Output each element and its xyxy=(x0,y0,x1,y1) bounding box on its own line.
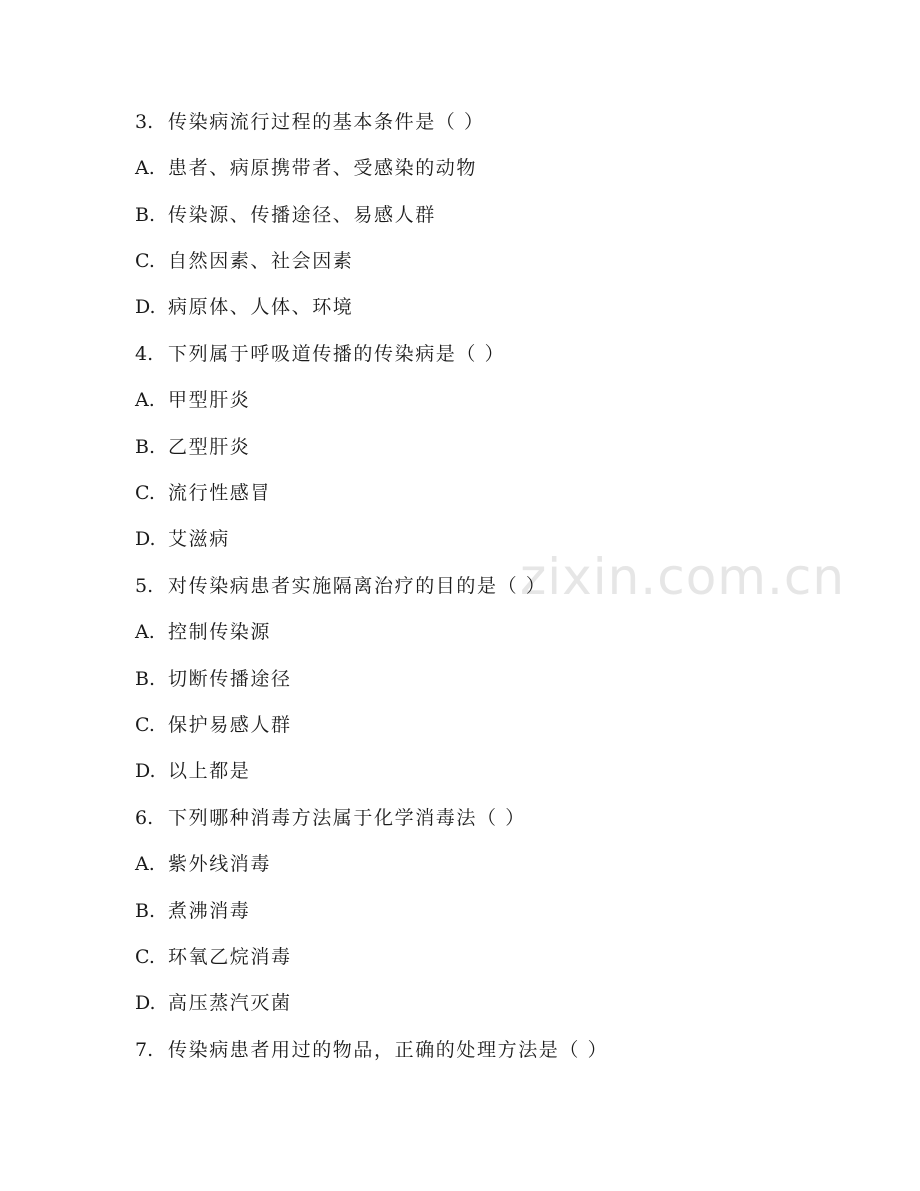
option-letter: D. xyxy=(135,296,156,318)
question-text: 下列哪种消毒方法属于化学消毒法（ ） xyxy=(168,807,526,829)
question-number: 3. xyxy=(135,111,154,133)
question-3-option-b xyxy=(135,203,436,227)
question-6-option-b xyxy=(135,899,250,923)
question-6-option-d xyxy=(135,991,292,1015)
question-number: 4. xyxy=(135,343,154,365)
option-letter: B. xyxy=(135,900,156,922)
question-text: 下列属于呼吸道传播的传染病是（ ） xyxy=(168,343,506,365)
option-letter: B. xyxy=(135,436,156,458)
option-text: 患者、病原携带者、受感染的动物 xyxy=(168,157,478,179)
option-text: 艾滋病 xyxy=(168,528,230,550)
question-6-option-c xyxy=(135,945,292,969)
question-number: 6. xyxy=(135,807,154,829)
option-text: 控制传染源 xyxy=(168,621,272,643)
option-letter: C. xyxy=(135,250,155,272)
question-text: 传染病流行过程的基本条件是（ ） xyxy=(168,111,485,133)
option-letter: D. xyxy=(135,528,156,550)
question-6-stem xyxy=(135,806,526,830)
option-letter: C. xyxy=(135,946,155,968)
question-4-option-d xyxy=(135,527,230,551)
option-letter: D. xyxy=(135,992,156,1014)
option-letter: C. xyxy=(135,482,155,504)
option-letter: A. xyxy=(135,389,155,411)
question-number: 5. xyxy=(135,575,154,597)
question-text: 对传染病患者实施隔离治疗的目的是（ ） xyxy=(168,575,547,597)
option-text: 高压蒸汽灭菌 xyxy=(168,992,292,1014)
option-text: 甲型肝炎 xyxy=(168,389,251,411)
question-7-stem xyxy=(135,1038,608,1062)
option-letter: B. xyxy=(135,204,156,226)
question-6-option-a xyxy=(135,852,271,876)
option-text: 紫外线消毒 xyxy=(168,853,272,875)
option-text: 病原体、人体、环境 xyxy=(168,296,354,318)
option-letter: A. xyxy=(135,157,155,179)
option-text: 传染源、传播途径、易感人群 xyxy=(168,204,436,226)
question-5-option-c xyxy=(135,713,292,737)
question-5-stem xyxy=(135,574,546,598)
question-3-option-c xyxy=(135,249,353,273)
option-text: 以上都是 xyxy=(168,760,251,782)
option-letter: A. xyxy=(135,621,155,643)
question-3-option-a xyxy=(135,156,477,180)
question-4-stem xyxy=(135,342,505,366)
question-text: 传染病患者用过的物品，正确的处理方法是（ ） xyxy=(168,1039,609,1061)
question-4-option-c xyxy=(135,481,271,505)
question-5-option-b xyxy=(135,667,292,691)
option-letter: D. xyxy=(135,760,156,782)
option-letter: C. xyxy=(135,714,155,736)
question-5-option-d xyxy=(135,759,250,783)
option-text: 环氧乙烷消毒 xyxy=(168,946,292,968)
option-text: 乙型肝炎 xyxy=(168,436,251,458)
question-number: 7. xyxy=(135,1039,154,1061)
option-text: 切断传播途径 xyxy=(168,668,292,690)
option-text: 煮沸消毒 xyxy=(168,900,251,922)
option-text: 自然因素、社会因素 xyxy=(168,250,354,272)
question-4-option-a xyxy=(135,388,250,412)
option-letter: B. xyxy=(135,668,156,690)
question-4-option-b xyxy=(135,435,250,459)
option-text: 保护易感人群 xyxy=(168,714,292,736)
question-3-stem xyxy=(135,110,485,134)
watermark: zixin.com.cn xyxy=(520,548,846,606)
option-letter: A. xyxy=(135,853,155,875)
question-5-option-a xyxy=(135,620,271,644)
question-3-option-d xyxy=(135,295,353,319)
option-text: 流行性感冒 xyxy=(168,482,272,504)
